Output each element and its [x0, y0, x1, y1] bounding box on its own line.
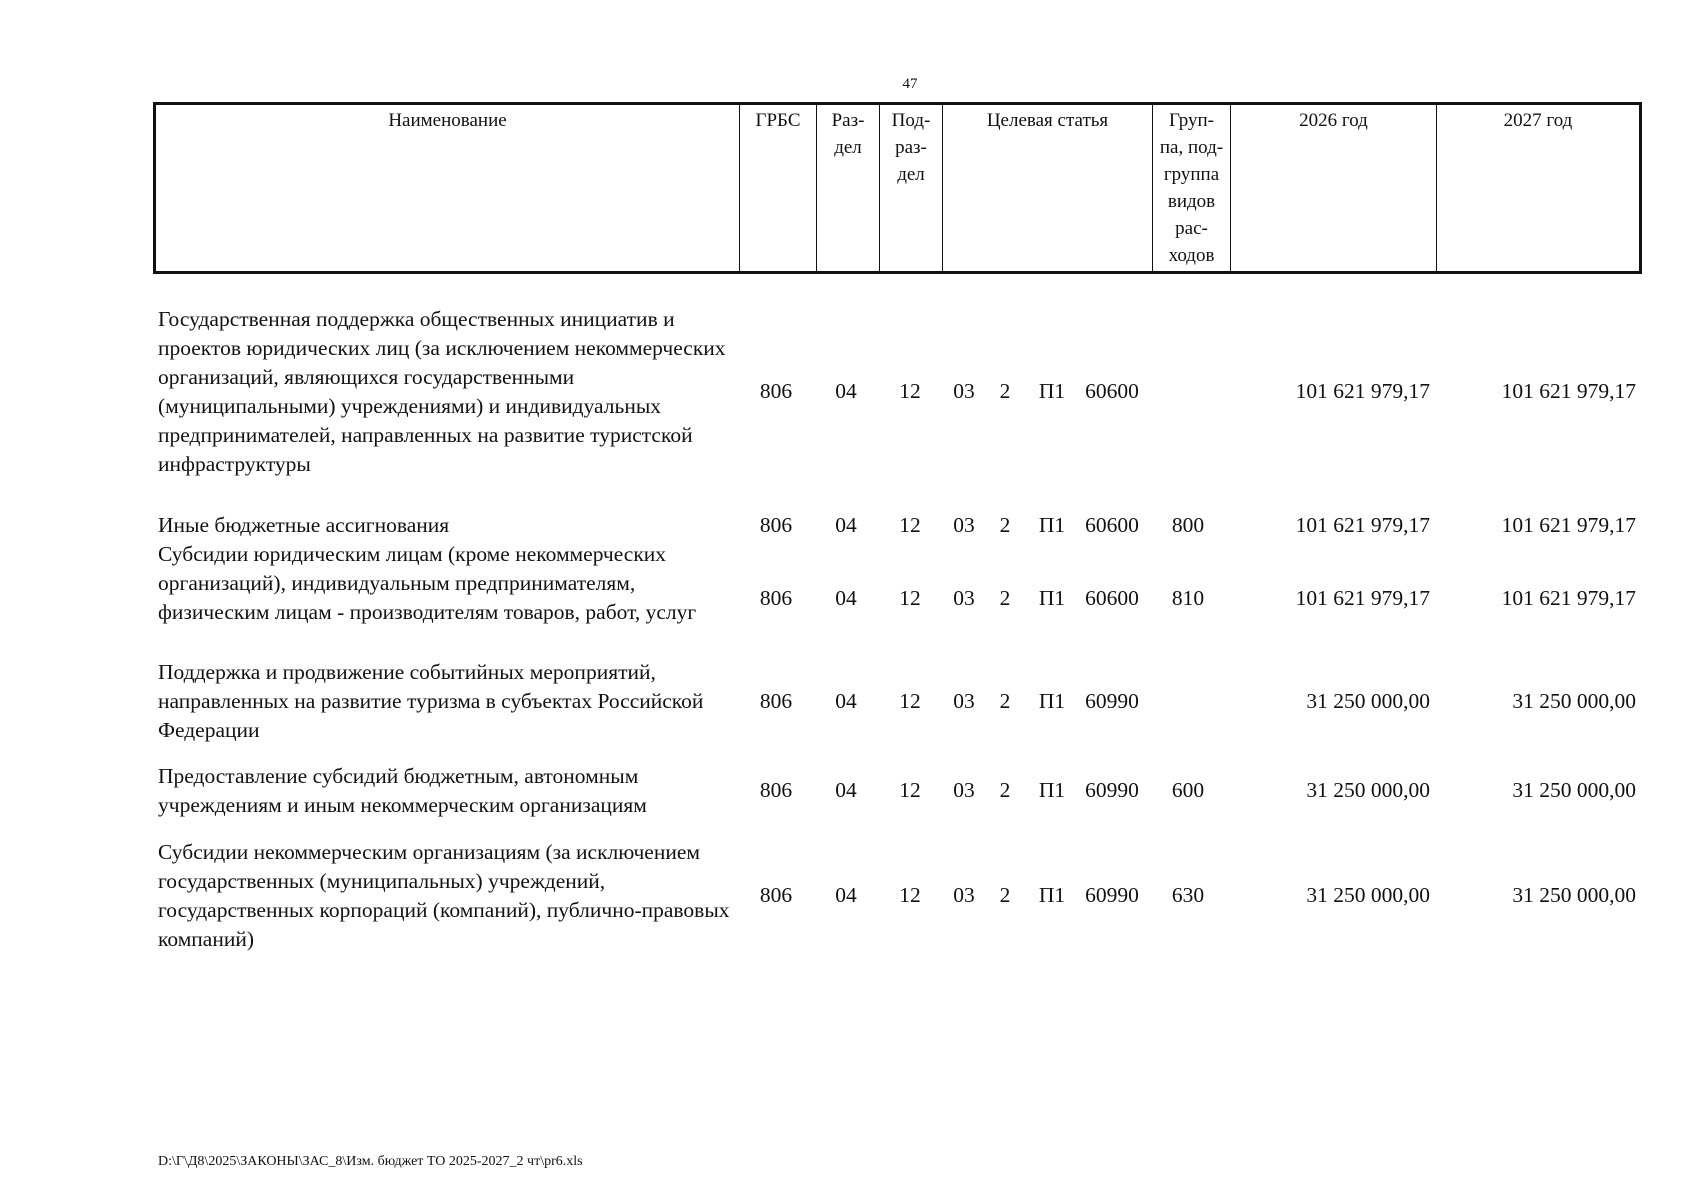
- row-name: Иные бюджетные ассигнования: [158, 513, 450, 537]
- row-razdel: 04: [835, 379, 857, 403]
- row-razdel: 04: [835, 689, 857, 713]
- row-amount-2026: 31 250 000,00: [1306, 883, 1430, 907]
- header-year-2027: 2027 год: [1437, 104, 1641, 273]
- row-target-program: 03: [953, 689, 975, 713]
- row-target-subprogram: 2: [999, 379, 1011, 403]
- row-podrazdel: 12: [899, 513, 921, 537]
- row-target-direction: 60990: [1085, 689, 1139, 713]
- header-expense-group: Груп- па, под- группа видов рас- ходов: [1153, 104, 1231, 273]
- row-podrazdel: 12: [899, 778, 921, 802]
- row-amount-2027: 31 250 000,00: [1512, 689, 1636, 713]
- row-target-subprogram: 2: [999, 689, 1011, 713]
- row-target-project: П1: [1038, 586, 1066, 610]
- row-name: Субсидии юридическим лицам (кроме некоммерческих организаций), индивидуальным предпринимателям, физическим лицам - производителям товаров, работ, услуг: [158, 542, 697, 624]
- row-podrazdel: 12: [899, 379, 921, 403]
- row-amount-2026: 101 621 979,17: [1295, 586, 1430, 610]
- row-amount-2026: 31 250 000,00: [1306, 689, 1430, 713]
- row-target-direction: 60990: [1085, 778, 1139, 802]
- row-amount-2027: 101 621 979,17: [1501, 586, 1636, 610]
- row-target-project: П1: [1038, 379, 1066, 403]
- row-amount-2027: 101 621 979,17: [1501, 513, 1636, 537]
- row-target-direction: 60990: [1085, 883, 1139, 907]
- row-target-subprogram: 2: [999, 778, 1011, 802]
- row-amount-2026: 101 621 979,17: [1295, 379, 1430, 403]
- row-target-project: П1: [1038, 513, 1066, 537]
- row-target-program: 03: [953, 778, 975, 802]
- row-grbs: 806: [759, 778, 793, 802]
- file-path: D:\Г\Д8\2025\ЗАКОНЫ\ЗАС_8\Изм. бюджет ТО 2025-2027_2 чт\pr6.xls: [158, 1154, 583, 1169]
- row-amount-2026: 31 250 000,00: [1306, 778, 1430, 802]
- row-amount-2027: 31 250 000,00: [1512, 778, 1636, 802]
- row-target-subprogram: 2: [999, 883, 1011, 907]
- row-grbs: 806: [759, 689, 793, 713]
- header-razdel: Раз- дел: [817, 104, 880, 273]
- row-podrazdel: 12: [899, 689, 921, 713]
- table-header: [153, 102, 1642, 274]
- row-razdel: 04: [835, 778, 857, 802]
- row-name: Поддержка и продвижение событийных мероприятий, направленных на развитие туризма в субъектах Российской Федерации: [158, 660, 704, 742]
- row-expense-group: 810: [1171, 586, 1205, 610]
- row-razdel: 04: [835, 513, 857, 537]
- row-name: Предоставление субсидий бюджетным, автономным учреждениям и иным некоммерческим организациям: [158, 764, 647, 817]
- header-podrazdel: Под- раз- дел: [880, 104, 943, 273]
- row-target-subprogram: 2: [999, 513, 1011, 537]
- row-amount-2026: 101 621 979,17: [1295, 513, 1430, 537]
- row-target-direction: 60600: [1085, 513, 1139, 537]
- row-target-program: 03: [953, 513, 975, 537]
- header-grbs: ГРБС: [740, 104, 817, 273]
- row-amount-2027: 31 250 000,00: [1512, 883, 1636, 907]
- row-amount-2027: 101 621 979,17: [1501, 379, 1636, 403]
- row-target-program: 03: [953, 883, 975, 907]
- row-podrazdel: 12: [899, 883, 921, 907]
- row-target-program: 03: [953, 586, 975, 610]
- row-grbs: 806: [759, 586, 793, 610]
- row-target-project: П1: [1038, 778, 1066, 802]
- header-target-article: Целевая статья: [943, 104, 1153, 273]
- row-target-project: П1: [1038, 883, 1066, 907]
- row-expense-group: 800: [1171, 513, 1205, 537]
- header-year-2026: 2026 год: [1231, 104, 1437, 273]
- page-number: 47: [902, 76, 918, 92]
- row-grbs: 806: [759, 883, 793, 907]
- header-name: Наименование: [155, 104, 740, 273]
- row-name: Субсидии некоммерческим организациям (за исключением государственных (муниципальных) учреждений, государственных корпораций (компаний), публично-правовых компаний): [158, 840, 730, 951]
- row-grbs: 806: [759, 379, 793, 403]
- row-target-direction: 60600: [1085, 586, 1139, 610]
- row-expense-group: 600: [1171, 778, 1205, 802]
- row-target-program: 03: [953, 379, 975, 403]
- row-razdel: 04: [835, 883, 857, 907]
- row-target-project: П1: [1038, 689, 1066, 713]
- row-podrazdel: 12: [899, 586, 921, 610]
- row-target-subprogram: 2: [999, 586, 1011, 610]
- row-name: Государственная поддержка общественных инициатив и проектов юридических лиц (за исключением некоммерческих организаций, являющихся государственными (муниципальными) учреждениями) и индивидуальных предпринимателей, направленных на развитие туристской инфраструктуры: [158, 307, 726, 476]
- row-target-direction: 60600: [1085, 379, 1139, 403]
- row-razdel: 04: [835, 586, 857, 610]
- row-grbs: 806: [759, 513, 793, 537]
- row-expense-group: 630: [1171, 883, 1205, 907]
